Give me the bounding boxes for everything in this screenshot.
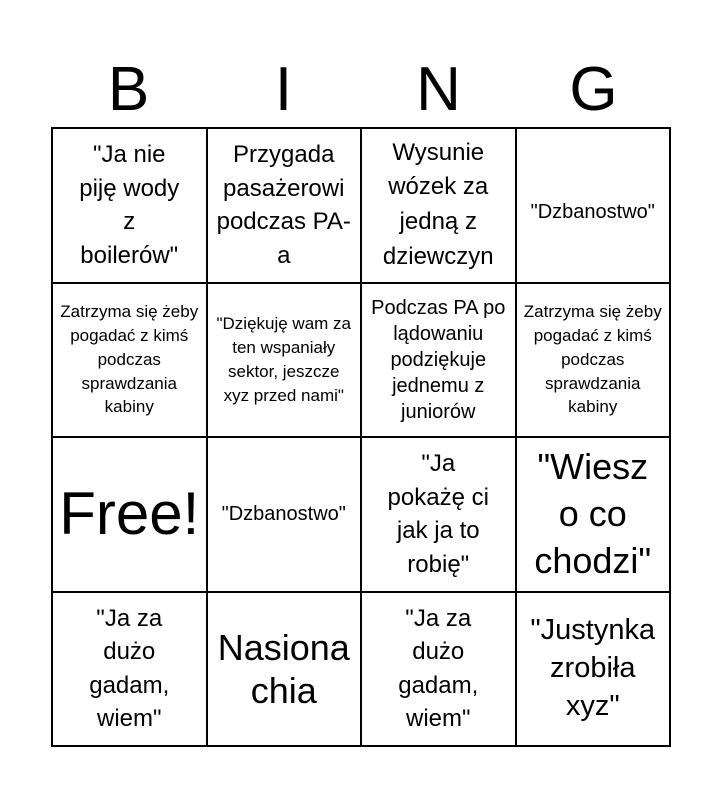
- bingo-cell[interactable]: [362, 129, 517, 284]
- bingo-cell-text: Zatrzyma się żeby pogadać z kimś podczas sprawdzania kabiny: [60, 302, 199, 417]
- bingo-cell[interactable]: [208, 593, 363, 748]
- bingo-cell[interactable]: [362, 284, 517, 439]
- free-space-text: Free!: [59, 480, 200, 548]
- bingo-cell-text: "Dzbanostwo": [221, 503, 346, 526]
- bingo-cell-text: "Dziękuję wam za ten wspaniały sektor, jeszcze xyz przed nami": [216, 314, 352, 405]
- bingo-cell-text: Podczas PA po lądowaniu podziękuje jednemu z juniorów: [371, 296, 506, 423]
- bingo-cell[interactable]: [53, 284, 208, 439]
- bingo-cell-text: "Dzbanostwo": [530, 201, 655, 223]
- header-letter-b: B: [107, 55, 150, 124]
- header-letter-i: I: [274, 55, 293, 124]
- bingo-cell[interactable]: [362, 593, 517, 748]
- bingo-cell-text: "Ja za dużo gadam, wiem": [89, 604, 170, 733]
- bingo-cell[interactable]: [208, 284, 363, 439]
- bingo-cell[interactable]: [517, 129, 672, 284]
- bingo-header: [51, 52, 671, 128]
- bingo-cell-text: "Wiesz o co chodzi": [534, 446, 652, 581]
- bingo-cell-free[interactable]: [53, 438, 208, 593]
- bingo-cell-text: "Ja nie piję wody z boilerów": [79, 141, 180, 269]
- bingo-cell[interactable]: [517, 284, 672, 439]
- bingo-cell[interactable]: [53, 593, 208, 748]
- bingo-cell[interactable]: [208, 438, 363, 593]
- bingo-grid: [51, 127, 671, 747]
- bingo-cell[interactable]: [362, 438, 517, 593]
- bingo-cell-text: Wysunie wózek za jedną z dziewczyn: [382, 138, 494, 271]
- bingo-cell-text: Przygada pasażerowi podczas PA-a: [216, 141, 351, 269]
- bingo-cell-text: Zatrzyma się żeby pogadać z kimś podczas sprawdzania kabiny: [523, 302, 662, 417]
- header-letter-g: G: [569, 55, 618, 124]
- bingo-cell[interactable]: [517, 593, 672, 748]
- bingo-cell[interactable]: [208, 129, 363, 284]
- bingo-cell-text: Nasiona chia: [217, 626, 350, 711]
- bingo-cell-text: "Ja pokażę ci jak ja to robię": [387, 450, 489, 578]
- bingo-cell[interactable]: [517, 438, 672, 593]
- bingo-cell[interactable]: [53, 129, 208, 284]
- header-letter-n: N: [416, 55, 461, 124]
- bingo-cell-text: "Ja za dużo gadam, wiem": [398, 604, 479, 733]
- bingo-cell-text: "Justynka zrobiła xyz": [530, 614, 656, 722]
